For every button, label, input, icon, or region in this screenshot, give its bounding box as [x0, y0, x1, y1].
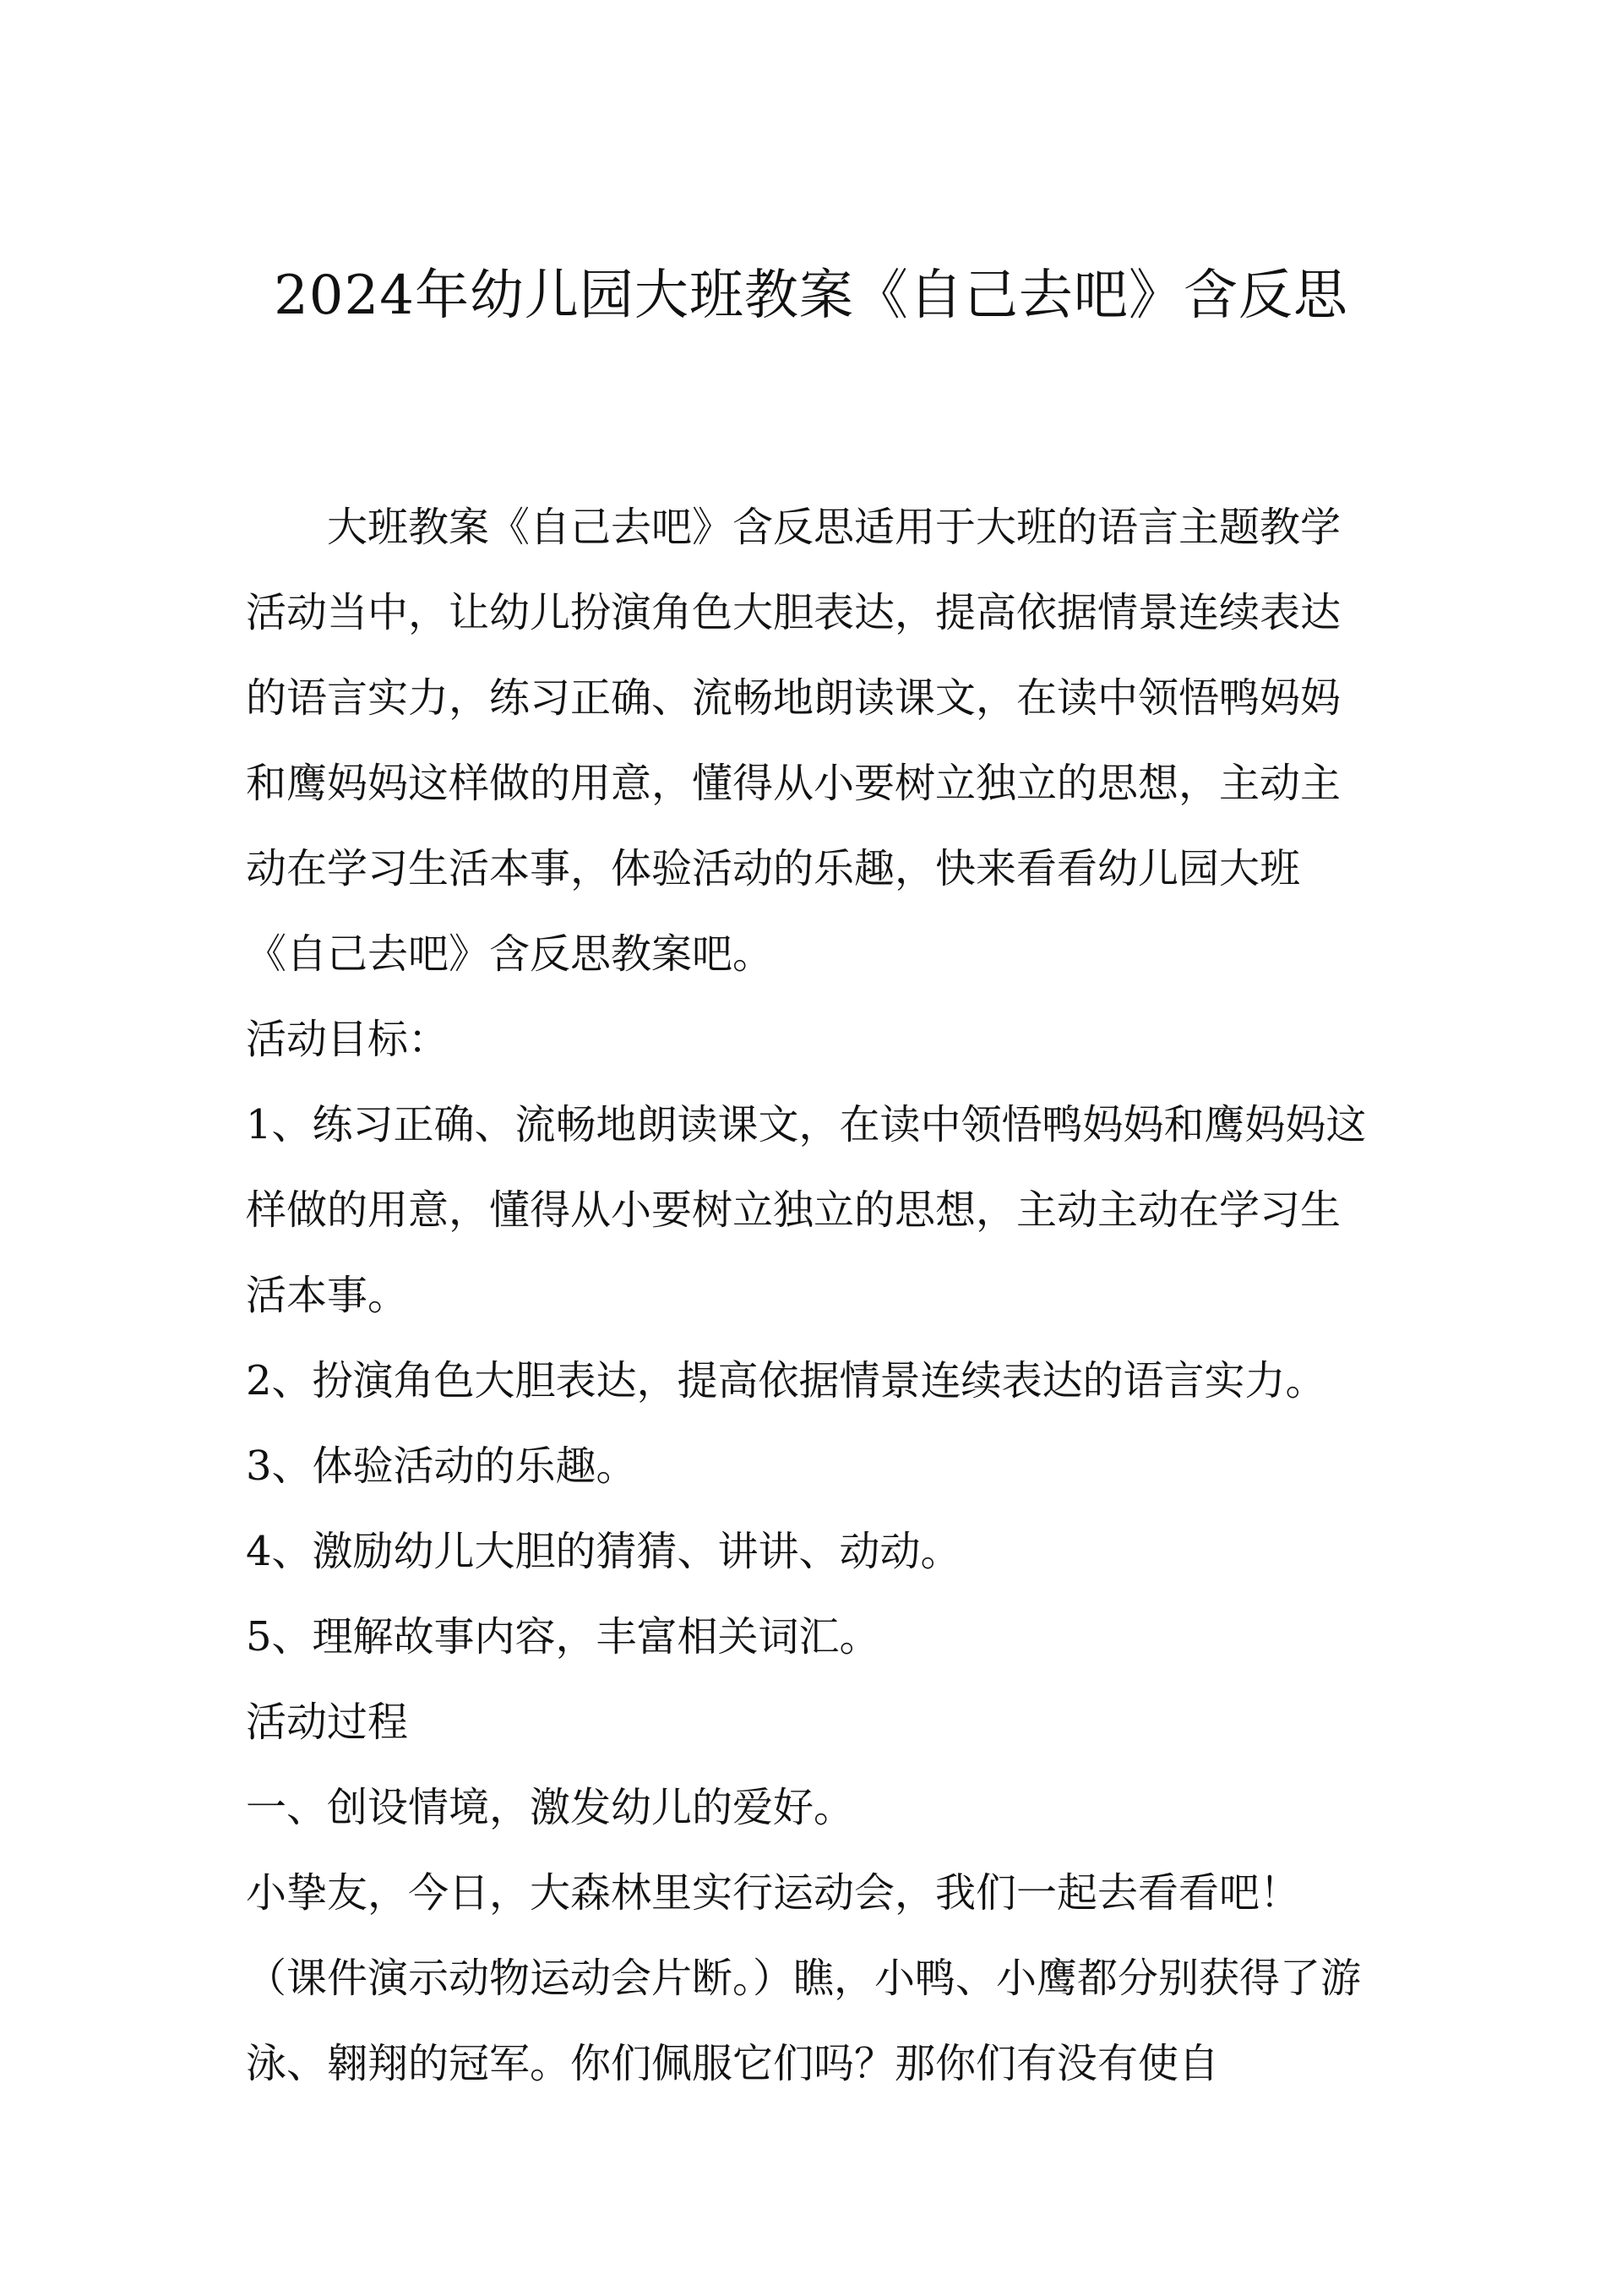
paragraph-goal-1: 1、练习正确、流畅地朗读课文，在读中领悟鸭妈妈和鹰妈妈这样做的用意，懂得从小要树立独立的思想，主动主动在学习生活本事。 — [246, 1101, 1367, 1319]
paragraph-step-1-text: 小挚友，今日，大森林里实行运动会，我们一起去看看吧！（课件演示动物运动会片断。）瞧，小鸭、小鹰都分别获得了游泳、翱翔的冠军。你们佩服它们吗？那你们有没有使自 — [246, 1869, 1362, 2087]
paragraph-intro: 大班教案《自己去吧》含反思适用于大班的语言主题教学活动当中，让幼儿扮演角色大胆表达，提高依据情景连续表达的语言实力，练习正确、流畅地朗读课文，在读中领悟鸭妈妈和鹰妈妈这样做的用意，懂得从小要树立独立的思想，主动主动在学习生活本事，体验活动的乐趣，快来看看幼儿园大班《自己去吧》含反思教案吧。 — [246, 504, 1342, 978]
paragraph-goal-3: 3、体验活动的乐趣。 — [246, 1442, 637, 1490]
paragraph-goal-2: 2、扮演角色大胆表达，提高依据情景连续表达的语言实力。 — [246, 1357, 1326, 1404]
paragraph-goal-4: 4、激励幼儿大胆的猜猜、讲讲、动动。 — [246, 1528, 961, 1575]
paragraph-goals-heading: 活动目标： — [246, 1016, 449, 1063]
document-title: 2024年幼儿园大班教案《自己去吧》含反思 — [274, 265, 1348, 327]
document-body — [246, 485, 1380, 2107]
paragraph-process-heading: 活动过程 — [246, 1699, 409, 1746]
paragraph-goal-5: 5、理解故事内容，丰富相关词汇。 — [246, 1613, 880, 1661]
paragraph-step-1-heading: 一、创设情境，激发幼儿的爱好。 — [246, 1784, 855, 1831]
